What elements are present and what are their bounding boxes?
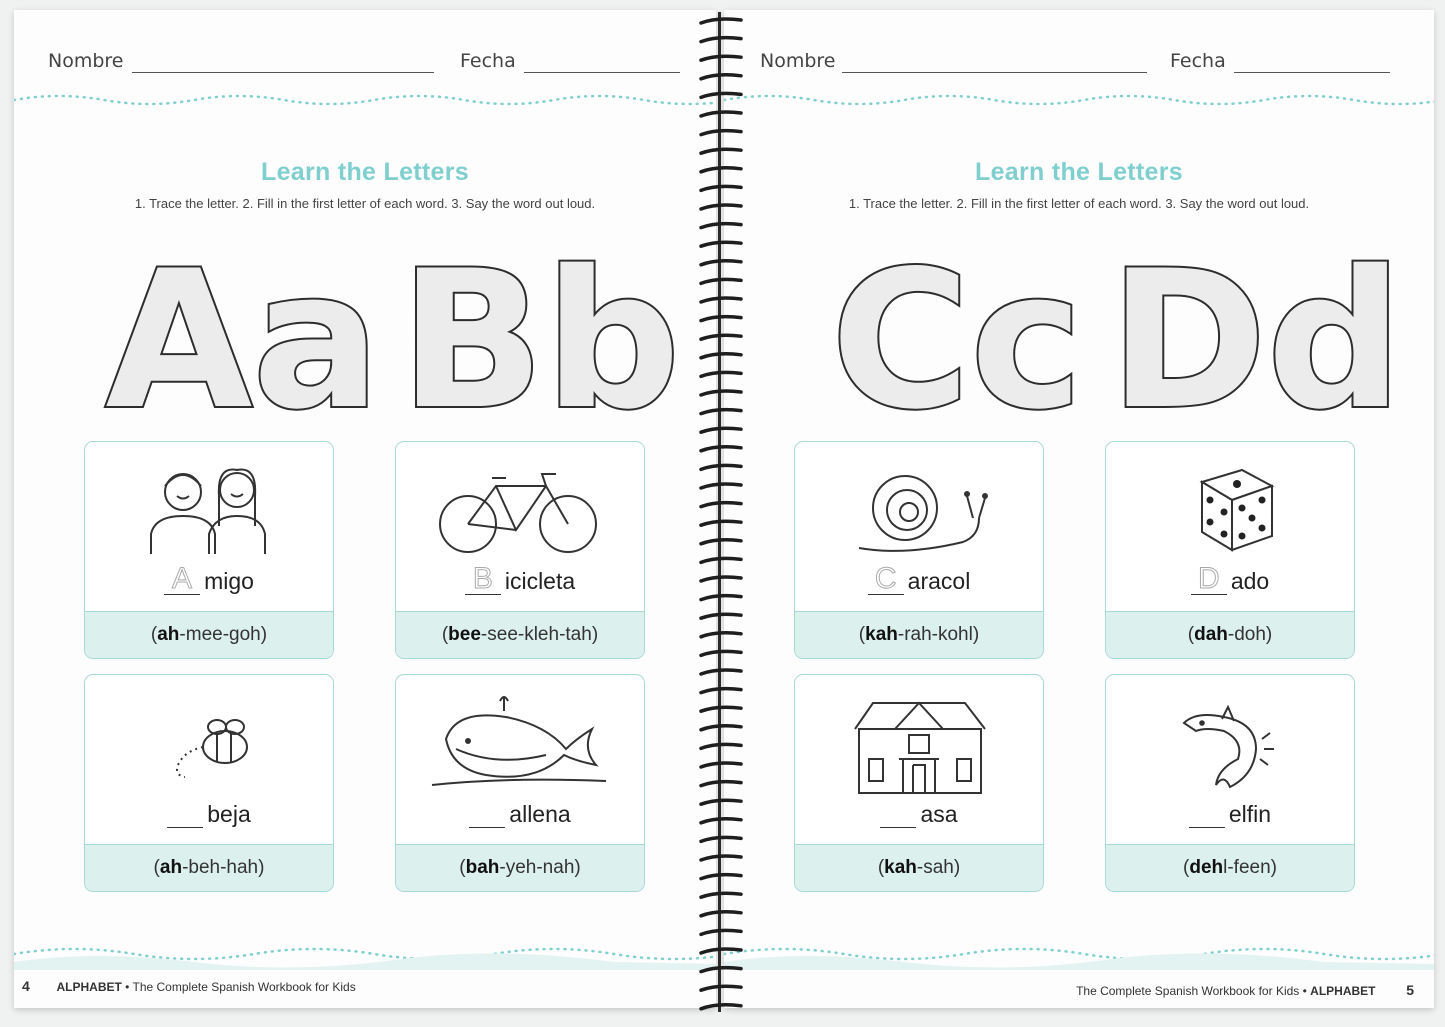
- dotted-wave-divider: [14, 90, 716, 110]
- pron-rest: -sah: [916, 857, 954, 878]
- page-number: 5: [1406, 982, 1414, 998]
- instructions: 1. Trace the letter. 2. Fill in the first letter of each word. 3. Say the word out loud.: [134, 196, 596, 211]
- page-title: Learn the Letters: [975, 158, 1183, 186]
- first-letter-blank[interactable]: [1191, 562, 1227, 595]
- whale-icon: [396, 689, 644, 799]
- word-rest: ado: [1230, 568, 1270, 594]
- fecha-label: Fecha: [1170, 50, 1226, 72]
- house-icon: [795, 689, 1043, 799]
- card-word: [795, 562, 1043, 595]
- pronunciation: (bee-see-kleh-tah): [396, 611, 644, 658]
- bee-icon: [85, 689, 333, 799]
- word-rest: migo: [204, 568, 254, 594]
- page-title: Learn the Letters: [261, 158, 469, 186]
- trace-letters-dd: [1106, 236, 1434, 436]
- first-letter-blank[interactable]: [167, 803, 203, 828]
- pron-rest: -doh: [1227, 624, 1266, 645]
- pron-stress: kah: [884, 857, 917, 878]
- footer-section: ALPHABET: [1310, 984, 1376, 998]
- trace-letters-aa: [78, 236, 408, 436]
- trace-letter-glyph: Aa: [105, 236, 381, 436]
- ghost-letter: C: [874, 562, 897, 595]
- card-word: [1106, 801, 1354, 828]
- pron-rest: -mee-goh: [179, 624, 261, 645]
- trace-letter-glyph: Bb: [399, 236, 681, 436]
- instructions: 1. Trace the letter. 2. Fill in the first letter of each word. 3. Say the word out loud.: [848, 196, 1310, 211]
- footer-book-title: The Complete Spanish Workbook for Kids: [1076, 984, 1300, 998]
- first-letter-blank[interactable]: [1189, 803, 1225, 828]
- word-rest: allena: [509, 801, 571, 827]
- bottom-wave-decoration: [724, 940, 1434, 970]
- ghost-letter: D: [1197, 562, 1220, 595]
- word-card-amigo: [84, 441, 334, 659]
- trace-letter-glyph: Cc: [830, 236, 1084, 436]
- page-footer: The Complete Spanish Workbook for Kids • ALPHABET 5: [1076, 982, 1414, 998]
- spiral-binding: [697, 12, 747, 1012]
- word-rest: aracol: [907, 568, 971, 594]
- pronunciation: (kah-rah-kohl): [795, 611, 1043, 658]
- snail-icon: [795, 456, 1043, 566]
- name-date-row: [758, 50, 1400, 80]
- card-word: [396, 801, 644, 828]
- trace-letters-bb: [390, 236, 716, 436]
- nombre-line: [132, 72, 434, 73]
- nombre-line: [842, 72, 1147, 73]
- bottom-wave-decoration: [14, 940, 716, 970]
- pronunciation: (ah-beh-hah): [85, 844, 333, 891]
- ghost-letter: B: [472, 562, 493, 595]
- name-date-row: [48, 50, 682, 80]
- trace-letters-cc: [792, 236, 1122, 436]
- dice-icon: [1106, 456, 1354, 566]
- fecha-line: [524, 72, 680, 73]
- pronunciation: (dah-doh): [1106, 611, 1354, 658]
- word-card-dado: [1105, 441, 1355, 659]
- pron-stress: kah: [865, 624, 898, 645]
- fecha-line: [1234, 72, 1390, 73]
- pron-rest: l-feen: [1223, 857, 1271, 878]
- card-word: [85, 562, 333, 595]
- pron-rest: -see-kleh-tah: [480, 624, 592, 645]
- pronunciation: (bah-yeh-nah): [396, 844, 644, 891]
- ghost-letter: A: [172, 562, 193, 595]
- pronunciation: (dehl-feen): [1106, 844, 1354, 891]
- right-page: [724, 10, 1434, 1008]
- first-letter-blank[interactable]: [164, 562, 200, 595]
- nombre-label: Nombre: [48, 50, 124, 72]
- word-card-bicicleta: [395, 441, 645, 659]
- word-card-delfin: [1105, 674, 1355, 892]
- pron-stress: bee: [448, 624, 481, 645]
- pronunciation: (kah-sah): [795, 844, 1043, 891]
- word-rest: asa: [920, 801, 958, 827]
- word-card-caracol: [794, 441, 1044, 659]
- first-letter-blank[interactable]: [465, 562, 501, 595]
- pron-stress: deh: [1189, 857, 1224, 878]
- first-letter-blank[interactable]: [880, 803, 916, 828]
- pron-rest: -rah-kohl: [897, 624, 973, 645]
- card-word: [85, 801, 333, 828]
- first-letter-blank[interactable]: [469, 803, 505, 828]
- word-rest: beja: [207, 801, 251, 827]
- card-word: [396, 562, 644, 595]
- first-letter-blank[interactable]: [868, 562, 904, 595]
- pron-rest: -beh-hah: [182, 857, 259, 878]
- trace-letter-glyph: Dd: [1109, 236, 1403, 436]
- word-rest: icicleta: [504, 568, 576, 594]
- card-word: [1106, 562, 1354, 595]
- word-card-casa: [794, 674, 1044, 892]
- left-page: [14, 10, 716, 1008]
- pron-stress: ah: [157, 624, 180, 645]
- nombre-label: Nombre: [760, 50, 836, 72]
- pron-stress: bah: [465, 857, 500, 878]
- bicycle-icon: [396, 456, 644, 566]
- word-card-ballena: [395, 674, 645, 892]
- page-footer: 4 ALPHABET • The Complete Spanish Workbook for Kids: [22, 978, 356, 994]
- word-rest: elfin: [1228, 801, 1272, 827]
- footer-book-title: The Complete Spanish Workbook for Kids: [132, 980, 356, 994]
- page-number: 4: [22, 978, 30, 994]
- pron-stress: ah: [159, 857, 183, 878]
- pron-rest: -yeh-nah: [499, 857, 575, 878]
- friends-icon: [85, 456, 333, 566]
- spiral-spine: [718, 12, 721, 1012]
- card-word: [795, 801, 1043, 828]
- pronunciation: (ah-mee-goh): [85, 611, 333, 658]
- dolphin-icon: [1106, 689, 1354, 799]
- word-card-abeja: [84, 674, 334, 892]
- footer-section: ALPHABET: [56, 980, 122, 994]
- dotted-wave-divider: [724, 90, 1434, 110]
- pron-stress: dah: [1194, 624, 1228, 645]
- fecha-label: Fecha: [460, 50, 516, 72]
